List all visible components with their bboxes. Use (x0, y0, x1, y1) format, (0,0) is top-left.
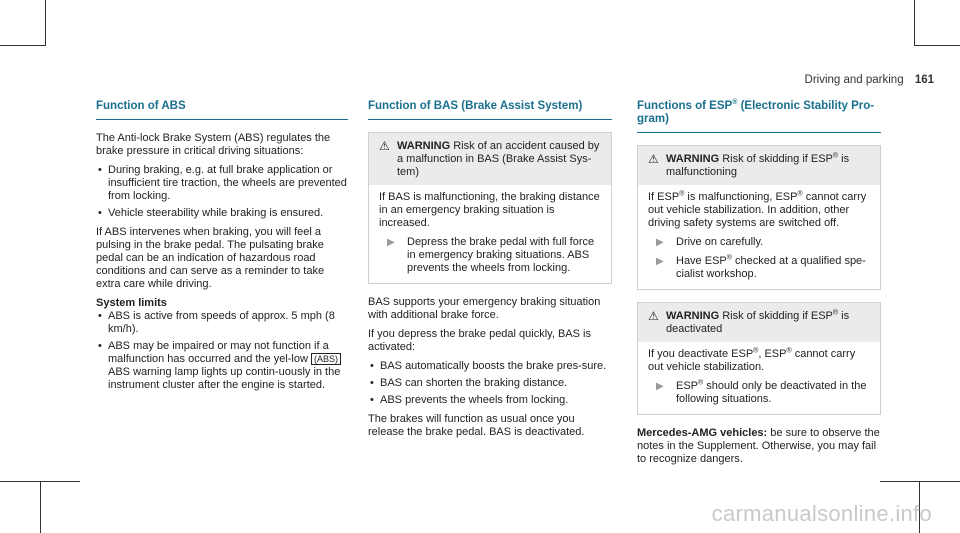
abs-warning-lamp-icon: (ABS) (311, 353, 341, 365)
step-item (648, 380, 870, 406)
crop-mark (0, 45, 46, 46)
warning-text (666, 310, 870, 336)
warning-head: is deactivated (666, 310, 850, 335)
warning-label: WARNING (397, 140, 451, 152)
warning-body (369, 185, 611, 283)
step-item (648, 236, 870, 249)
limits-bullets (96, 310, 348, 392)
list-item: • BAS automatically boosts the brake pres-sure. (368, 360, 612, 373)
list-item: • ABS is active from speeds of approx. 5 mph (8 km/h). (96, 310, 348, 336)
bas-para1: BAS supports your emergency braking situation with additional brake force. (368, 296, 601, 321)
warning-head: Risk of skidding if ESP (722, 153, 833, 165)
amg-note (637, 427, 881, 466)
abs-intro: The Anti-lock Brake System (ABS) regulates the brake pressure in critical driving situations: (96, 132, 331, 157)
warning-label: WARNING (666, 153, 720, 165)
list-item: • ABS prevents the wheels from locking. (368, 394, 612, 407)
warning-body-text (648, 348, 870, 374)
bas-para3: The brakes will function as usual once you release the brake pedal. BAS is deactivated. (368, 413, 585, 438)
warning-body (638, 185, 880, 289)
warning-body (638, 342, 880, 414)
step-text: Drive on carefully. (676, 236, 764, 248)
crop-mark (45, 0, 46, 46)
warning-body-text: If BAS is malfunctioning, the braking distance in an emergency braking situation is increased. (379, 191, 600, 229)
warning-triangle-icon: ⚠ (648, 309, 659, 323)
body-text: is malfunctioning, ESP (684, 191, 798, 203)
warning-header (638, 303, 880, 342)
registered-mark: ® (786, 347, 792, 355)
esp-title-text: Functions of ESP (637, 100, 733, 112)
step-text (676, 255, 870, 281)
body-text: cannot carry out vehicle stabilization. (648, 348, 856, 373)
list-item (96, 340, 348, 392)
warning-head: is malfunctioning (666, 153, 850, 178)
column-bas (368, 100, 612, 445)
amg-text: be sure to observe the notes in the Supplement. Otherwise, you may fail to recognize dangers. (637, 427, 880, 465)
body-text: , ESP (758, 348, 787, 360)
registered-mark: ® (726, 254, 732, 262)
warning-head: Risk of an accident caused by a malfunction in BAS (Brake Assist Sys-tem) (397, 140, 600, 178)
body-text: If ESP (648, 191, 680, 203)
registered-mark: ® (753, 347, 759, 355)
limit-text: ABS may be impaired or may not function if a malfunction has occurred and the yel-low (108, 340, 329, 365)
warning-header (638, 146, 880, 185)
system-limits-heading: System limits (96, 297, 167, 309)
warning-box (637, 145, 881, 290)
running-header (805, 74, 934, 86)
body-text: cannot carry out vehicle stabilization. In addition, other driving safety systems are switched off. (648, 191, 867, 229)
registered-mark: ® (797, 190, 803, 198)
registered-mark: ® (698, 379, 704, 387)
esp-title-text: (Electronic Stability Pro-gram) (637, 100, 875, 125)
limit-text: ABS warning lamp lights up contin-uously in the instrument cluster after the engine is started. (108, 366, 341, 391)
step-item (648, 255, 870, 281)
registered-mark: ® (832, 152, 839, 160)
step-part: should only be deactivated in the following situations. (676, 380, 867, 405)
step-text (676, 380, 870, 406)
registered-mark: ® (732, 99, 738, 107)
warning-body-text (648, 191, 870, 230)
registered-mark: ® (832, 309, 839, 317)
crop-mark (40, 481, 41, 533)
step-arrow-icon: ▶ (656, 256, 664, 267)
step-part: ESP (676, 380, 699, 392)
list-item: • BAS can shorten the braking distance. (368, 377, 612, 390)
abs-title: Function of ABS (96, 100, 348, 120)
registered-mark: ® (679, 190, 685, 198)
body-text: If you deactivate ESP (648, 348, 754, 360)
step-item (379, 236, 601, 275)
bas-para2: If you depress the brake pedal quickly, BAS is activated: (368, 328, 591, 353)
warning-box (368, 132, 612, 284)
abs-bullets (96, 164, 348, 220)
warning-text (666, 153, 870, 179)
warning-head: Risk of skidding if ESP (722, 310, 833, 322)
warning-box (637, 302, 881, 415)
list-item: • Vehicle steerability while braking is ensured. (96, 207, 348, 220)
step-arrow-icon: ▶ (387, 237, 395, 248)
abs-paragraph: If ABS intervenes when braking, you will feel a pulsing in the brake pedal. The pulsating brake pedal can be an indication of hazardous road conditions and can serve as a reminder to take extra care while driving. (96, 226, 325, 290)
watermark: carmanualsonline.info (711, 501, 932, 526)
crop-mark (914, 0, 915, 46)
warning-triangle-icon: ⚠ (648, 152, 659, 166)
column-esp (637, 100, 881, 472)
column-abs (96, 100, 348, 398)
bas-bullets (368, 360, 612, 407)
warning-label: WARNING (666, 310, 720, 322)
page-number: 161 (914, 74, 934, 86)
crop-mark (880, 481, 960, 482)
section-title: Driving and parking (804, 74, 904, 86)
bas-title: Function of BAS (Brake Assist System) (368, 100, 612, 120)
crop-mark (914, 45, 960, 46)
warning-triangle-icon: ⚠ (379, 139, 390, 153)
step-arrow-icon: ▶ (656, 381, 664, 392)
amg-label: Mercedes-AMG vehicles: (637, 427, 768, 439)
esp-title (637, 100, 881, 133)
list-item: • During braking, e.g. at full brake application or insufficient tire traction, the wheels are prevented from locking. (96, 164, 348, 203)
warning-text (397, 140, 601, 179)
step-text: Depress the brake pedal with full force in emergency braking situations. ABS prevents the wheels from locking. (407, 236, 595, 274)
warning-header (369, 133, 611, 185)
step-part: Have ESP (676, 255, 727, 267)
step-arrow-icon: ▶ (656, 237, 664, 248)
step-part: checked at a qualified spe-cialist workshop. (676, 255, 866, 280)
